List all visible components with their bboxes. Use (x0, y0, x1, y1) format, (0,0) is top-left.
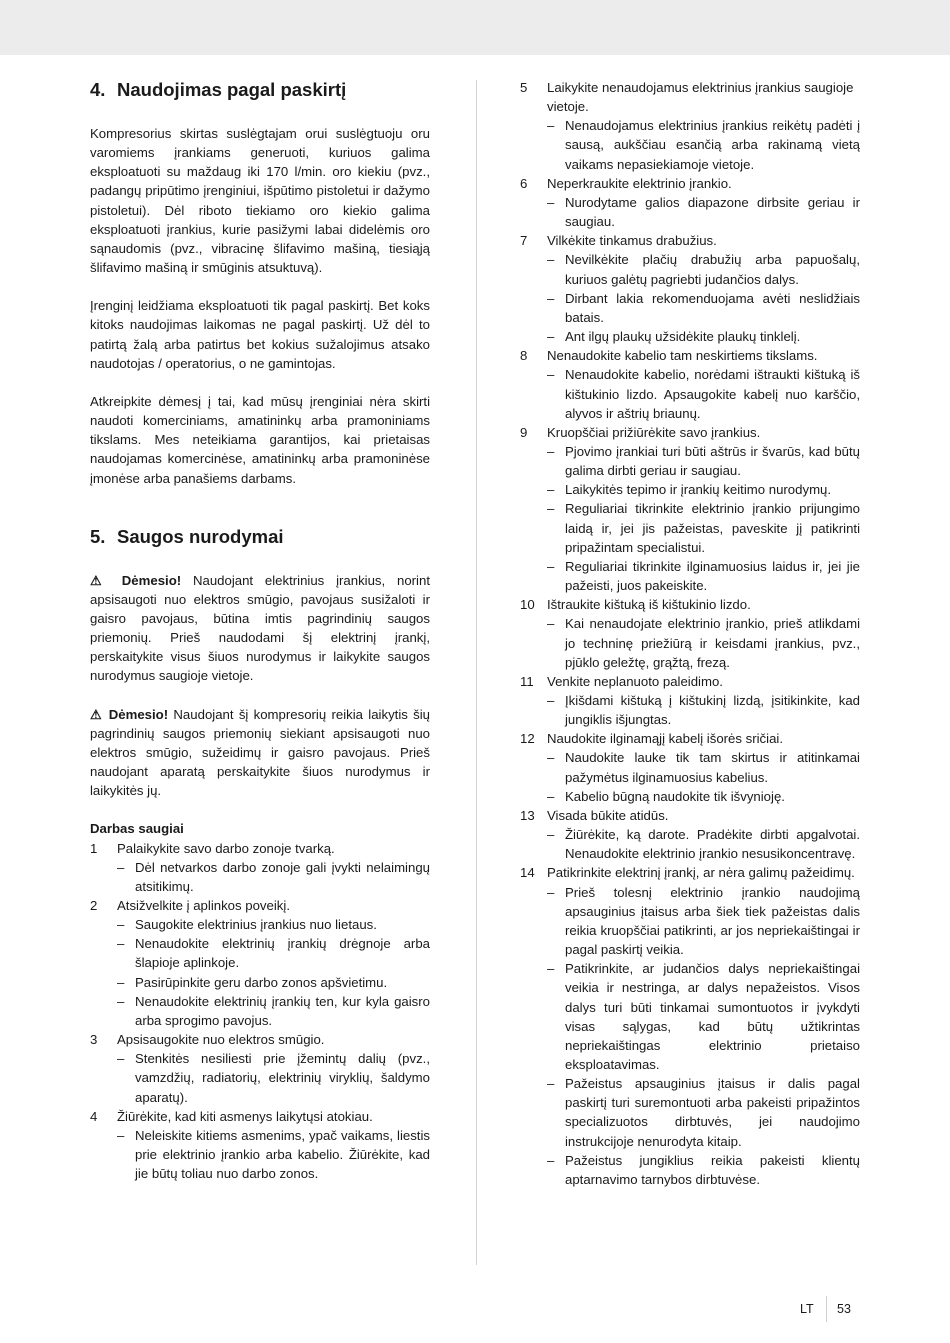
warning-label: Dėmesio! (108, 706, 169, 722)
safety-item-text: Kruopščiai prižiūrėkite savo įrankius. (547, 424, 761, 440)
dash-bullet-icon: – (547, 558, 555, 574)
page-footer (800, 1296, 851, 1322)
safety-item-text: Laikykite nenaudojamus elektrinius įrankius saugioje vietoje. (547, 80, 854, 115)
safety-item-text: Patikrinkite elektrinį įrankį, ar nėra galimų pažeidimų. (547, 865, 855, 881)
dash-bullet-icon: – (117, 1051, 125, 1067)
safety-item-text: Atsižvelkite į aplinkos poveikį. (117, 898, 290, 913)
safety-item (90, 1030, 430, 1107)
dash-bullet-icon: – (547, 750, 555, 766)
safety-subitem-text: Žiūrėkite, ką darote. Pradėkite dirbti apgalvotai. Nenaudokite elektrinio įrankio nesusikoncentravę. (565, 827, 860, 862)
footer-separator (826, 1296, 827, 1322)
safety-item-row (90, 896, 430, 915)
safety-subitem-text: Kabelio būgną naudokite tik išvynioję. (565, 788, 785, 804)
safety-item (520, 423, 860, 595)
safety-subitem-text: Laikykitės tepimo ir įrankių keitimo nurodymų. (565, 482, 832, 498)
safety-subitem-text: Naudokite lauke tik tam skirtus ir atitinkamai pažymėtus ilginamuosius kabelius. (565, 750, 860, 785)
safety-item-text: Apsisaugokite nuo elektros smūgio. (117, 1032, 325, 1048)
safety-item-row (520, 672, 860, 691)
safety-item-number: 8 (520, 348, 528, 364)
section-4-heading (90, 78, 430, 102)
safety-item (520, 174, 860, 231)
safety-item-text: Palaikykite savo darbo zonoje tvarką. (117, 840, 335, 856)
safety-subitem-text: Dėl netvarkos darbo zonoje gali įvykti nelaimingų atsitikimų. (135, 859, 430, 894)
dash-bullet-icon: – (547, 290, 555, 306)
safety-item (520, 346, 860, 423)
safety-item-row (520, 78, 860, 116)
dash-bullet-icon: – (547, 961, 555, 977)
warning-paragraph-2 (90, 705, 430, 801)
safety-item-text: Venkite neplanuoto paleidimo. (547, 673, 723, 689)
safety-subitem (520, 883, 860, 960)
safety-subitem (520, 289, 860, 327)
warning-triangle-icon: ⚠ (90, 572, 110, 588)
safety-item-number: 3 (90, 1032, 98, 1048)
safety-subitem-text: Dirbant lakia rekomenduojama avėti neslidžiais batais. (565, 290, 860, 325)
safety-subitem-text: Nenaudojamus elektrinius įrankius reikėtų padėti į sausą, aukščiau esančią arba rakinamą vietą vaikams nepasiekiamoje vietoje. (565, 118, 860, 172)
safety-item-number: 6 (520, 175, 528, 191)
left-column (90, 78, 430, 1183)
safety-subitem-text: Saugokite elektrinius įrankius nuo lietaus. (135, 917, 377, 933)
safety-item-number: 2 (90, 898, 98, 913)
safety-item-row (520, 423, 860, 442)
safety-item-row (520, 729, 860, 748)
safety-item-row (520, 595, 860, 614)
safety-subitem (520, 442, 860, 480)
dash-bullet-icon: – (547, 827, 555, 843)
top-bar (0, 0, 950, 55)
safety-item-number: 13 (520, 807, 535, 823)
safety-subitem (520, 365, 860, 422)
safety-item (90, 839, 430, 896)
safety-subitem-text: Patikrinkite, ar judančios dalys nepriekaištingai veikia ir nestringa, ar dalys nepažeistos. Visos dalys turi būti tinkamai sumontuotos ir įvykdyti visas sąlygas, kad būtų užtikrintas nepriekaištingas elektrinio prietaiso eksploatavimas. (565, 961, 860, 1072)
warning-text: Naudojant elektrinius įrankius, norint apsisaugoti nuo elektros smūgio, pavojaus susižaloti ir gaisro pavojaus, būtina imtis pagrindinių saugos priemonių. Prieš naudodami šį elektrinį įrankį, perskaitykite visus šiuos nurodymus ir laikykite saugos nurodymus saugioje vietoje. (90, 572, 430, 684)
safety-subitem (520, 691, 860, 729)
safety-item-number: 7 (520, 233, 528, 249)
safety-list-left (90, 839, 430, 1184)
safety-subitem-text: Kai nenaudojate elektrinio įrankio, prieš atlikdami jo techninę priežiūrą ir keisdami įrankius, pvz., pjūklo geležtę, grąžtą, frezą. (565, 616, 860, 670)
safety-item-text: Nenaudokite kabelio tam neskirtiems tikslams. (547, 348, 818, 364)
safety-subitem (90, 1126, 430, 1183)
safety-subitem (520, 1074, 860, 1151)
safety-subitem-text: Reguliariai tikrinkite elektrinio įrankio prijungimo laidą ir, jei jis pažeistas, paveskite jį patikrinti pripažintam specialistui. (565, 501, 860, 555)
safety-subitem (520, 557, 860, 595)
safety-subitem-text: Neleiskite kitiems asmenims, ypač vaikams, liestis prie elektrinio įrankio arba kabelio. Žiūrėkite, kad jie būtų toliau nuo darbo zonos. (135, 1127, 430, 1182)
safety-subitem-text: Pažeistus apsauginius įtaisus ir dalis pagal paskirtį turi suremontuoti arba pakeisti pripažintos specializuotos dirbtuvės, jei naudojimo instrukcijoje nenurodyta kitaip. (565, 1076, 860, 1149)
safety-subitem (90, 858, 430, 896)
safety-item-number: 1 (90, 840, 98, 856)
dash-bullet-icon: – (117, 974, 125, 990)
safety-item (520, 672, 860, 729)
safety-item-number: 11 (520, 673, 534, 689)
section-4-paragraph-1: Kompresorius skirtas suslėgtajam orui suslėgtuoju oru varomiems įrankiams generuoti, kuriuos galima eksploatuoti su maždaug iki 170 l/min. oro kiekiu (pvz., padangų pripūtimo įrenginiui, išpūtimo pistoletui ir dažymo pistoletui). Dėl riboto tiekiamo oro kiekio galima eksploatuoti įrankius, kurie pasižymi labai didelėmis oro sąnaudomis (pvz., vibracinę šlifavimo mašiną, tiesiąją šlifavimo mašiną ir smūginis atsuktuvą). (90, 126, 430, 276)
safety-item-number: 9 (520, 424, 528, 440)
dash-bullet-icon: – (547, 1152, 555, 1168)
safety-subitem (520, 614, 860, 671)
safety-item-row (520, 231, 860, 250)
safety-subitem (520, 787, 860, 806)
safety-subitem-text: Stenkitės nesiliesti prie įžemintų dalių (pvz., vamzdžių, radiatorių, elektrinių viryklių, šaldymo aparatų). (135, 1051, 430, 1105)
dash-bullet-icon: – (547, 367, 555, 383)
dash-bullet-icon: – (547, 616, 555, 632)
dash-bullet-icon: – (547, 118, 555, 134)
dash-bullet-icon: – (117, 993, 125, 1009)
warning-triangle-icon: ⚠ (90, 706, 104, 722)
safety-item-number: 10 (520, 597, 535, 613)
safety-item-text: Žiūrėkite, kad kiti asmenys laikytųsi atokiau. (117, 1108, 373, 1124)
safety-subitem (520, 193, 860, 231)
safety-item-row (520, 806, 860, 825)
section-5-heading (90, 525, 430, 549)
dash-bullet-icon: – (117, 917, 125, 933)
safety-subitem-text: Nurodytame galios diapazone dirbsite geriau ir saugiau. (565, 194, 860, 230)
safety-subitem (520, 327, 860, 346)
safety-subitem-text: Nenaudokite elektrinių įrankių ten, kur kyla gaisro arba sprogimo pavojus. (135, 993, 430, 1028)
safety-list-right (520, 78, 860, 1189)
section-4-title: Naudojimas pagal paskirtį (117, 79, 347, 100)
safety-item-text: Naudokite ilginamąjį kabelį išorės sričiai. (547, 731, 784, 747)
safety-subitem (90, 915, 430, 934)
safety-subitem-text: Reguliariai tikrinkite ilginamuosius laidus ir, jei jie pažeisti, juos pakeiskite. (565, 558, 860, 594)
dash-bullet-icon: – (547, 252, 555, 268)
warning-text: Naudojant šį kompresorių reikia laikytis šių pagrindinių saugos priemonių siekiant apsisaugoti nuo elektros smūgio, sužeidimų ir gaisro pavojaus. Prieš naudojant aparatą perskaitykite šiuos nurodymus ir laikykitės jų. (90, 706, 430, 799)
safety-subitem (520, 499, 860, 556)
safety-item (90, 896, 430, 1030)
section-5-number: 5. (90, 525, 106, 547)
safety-item (520, 231, 860, 346)
right-column (520, 78, 860, 1189)
safety-subitem (520, 480, 860, 499)
safety-subitem-text: Įkišdami kištuką į kištukinį lizdą, įsitikinkite, kad jungiklis išjungtas. (565, 693, 860, 728)
language-code: LT (800, 1302, 814, 1316)
safety-subitem-text: Prieš tolesnį elektrinio įrankio naudojimą apsauginius įtaisus arba šiek tiek pažeistas dalis reikia kruopščiai patikrinti, ar jos nepriekaištingai ir pagal paskirtį veikia. (565, 884, 860, 958)
section-4-number: 4. (90, 79, 106, 100)
safety-subitem (90, 992, 430, 1030)
section-4-paragraph-3: Atkreipkite dėmesį į tai, kad mūsų įrenginiai nėra skirti naudoti komerciniams, amatininkų arba pramoniniams tikslams. Mes neteikiama garantijos, kai prietaisas naudojamas komercinėse, amatininkų arba pramoninėse įmonėse arba panašiems darbams. (90, 393, 430, 486)
safety-subitem (90, 934, 430, 972)
dash-bullet-icon: – (547, 501, 555, 517)
safety-item (520, 806, 860, 863)
dash-bullet-icon: – (547, 329, 555, 345)
dash-bullet-icon: – (547, 1076, 555, 1092)
dash-bullet-icon: – (547, 693, 555, 708)
dash-bullet-icon: – (117, 859, 125, 875)
safety-item (520, 729, 860, 806)
safety-item (520, 595, 860, 672)
safety-item-row (520, 174, 860, 193)
safety-subitem-text: Pjovimo įrankiai turi būti aštrūs ir švarūs, kad būtų galima dirbti geriau ir saugiau. (565, 443, 860, 479)
safety-item (90, 1107, 430, 1184)
safety-item (520, 863, 860, 1189)
safety-subitem-text: Nenaudokite elektrinių įrankių drėgnoje arba šlapioje aplinkoje. (135, 936, 430, 971)
safety-subitem (520, 825, 860, 863)
safety-item-row (520, 346, 860, 365)
safety-item-text: Visada būkite atidūs. (547, 807, 669, 823)
safety-subitem (520, 116, 860, 173)
dash-bullet-icon: – (547, 482, 555, 498)
dash-bullet-icon: – (117, 1127, 125, 1143)
warning-paragraph-1 (90, 571, 430, 686)
safety-item-text: Ištraukite kištuką iš kištukinio lizdo. (547, 597, 751, 613)
dash-bullet-icon: – (547, 884, 555, 900)
column-divider (476, 80, 477, 1265)
safety-subitem-text: Ant ilgų plaukų užsidėkite plaukų tinklelį. (565, 329, 801, 345)
safety-subitem-text: Pažeistus jungiklius reikia pakeisti klientų aptarnavimo tarnybos dirbtuvėse. (565, 1152, 860, 1187)
safe-work-subheading: Darbas saugiai (90, 821, 184, 837)
safety-item (520, 78, 860, 174)
safety-subitem (90, 973, 430, 992)
safety-subitem (90, 1049, 430, 1106)
safety-item-row (90, 839, 430, 858)
safety-subitem (520, 250, 860, 288)
safety-item-number: 12 (520, 731, 535, 747)
safety-item-row (90, 1030, 430, 1049)
safety-subitem (520, 748, 860, 786)
safety-item-number: 14 (520, 865, 535, 881)
safety-item-row (90, 1107, 430, 1126)
dash-bullet-icon: – (547, 788, 555, 804)
page-number: 53 (837, 1302, 851, 1316)
safety-item-number: 4 (90, 1108, 98, 1124)
safety-item-row (520, 863, 860, 882)
safety-subitem-text: Pasirūpinkite geru darbo zonos apšvietimu. (135, 974, 388, 990)
safety-item-text: Vilkėkite tinkamus drabužius. (547, 233, 717, 249)
safety-item-number: 5 (520, 80, 528, 95)
safety-subitem-text: Nevilkėkite plačių drabužių arba papuošalų, kuriuos galėtų pagriebti judančios dalys. (565, 252, 860, 287)
warning-label: Dėmesio! (121, 572, 182, 588)
dash-bullet-icon: – (117, 936, 125, 952)
section-5-title: Saugos nurodymai (117, 525, 284, 547)
safety-subitem-text: Nenaudokite kabelio, norėdami ištraukti kištuką iš kištukinio lizdo. Apsaugokite kabelį nuo karščio, alyvos ir aštrių briaunų. (565, 367, 860, 421)
safety-item-text: Neperkraukite elektrinio įrankio. (547, 175, 732, 191)
dash-bullet-icon: – (547, 194, 555, 210)
section-4-paragraph-2: Įrenginį leidžiama eksploatuoti tik pagal paskirtį. Bet koks kitoks naudojimas laikomas ne pagal paskirtį. Už dėl to patirtą žalą arba patirtus bet kokius sužalojimus atsako naudotojas / operatorius, o ne gamintojas. (90, 298, 430, 371)
dash-bullet-icon: – (547, 443, 555, 459)
safety-subitem (520, 959, 860, 1074)
safety-subitem (520, 1151, 860, 1189)
